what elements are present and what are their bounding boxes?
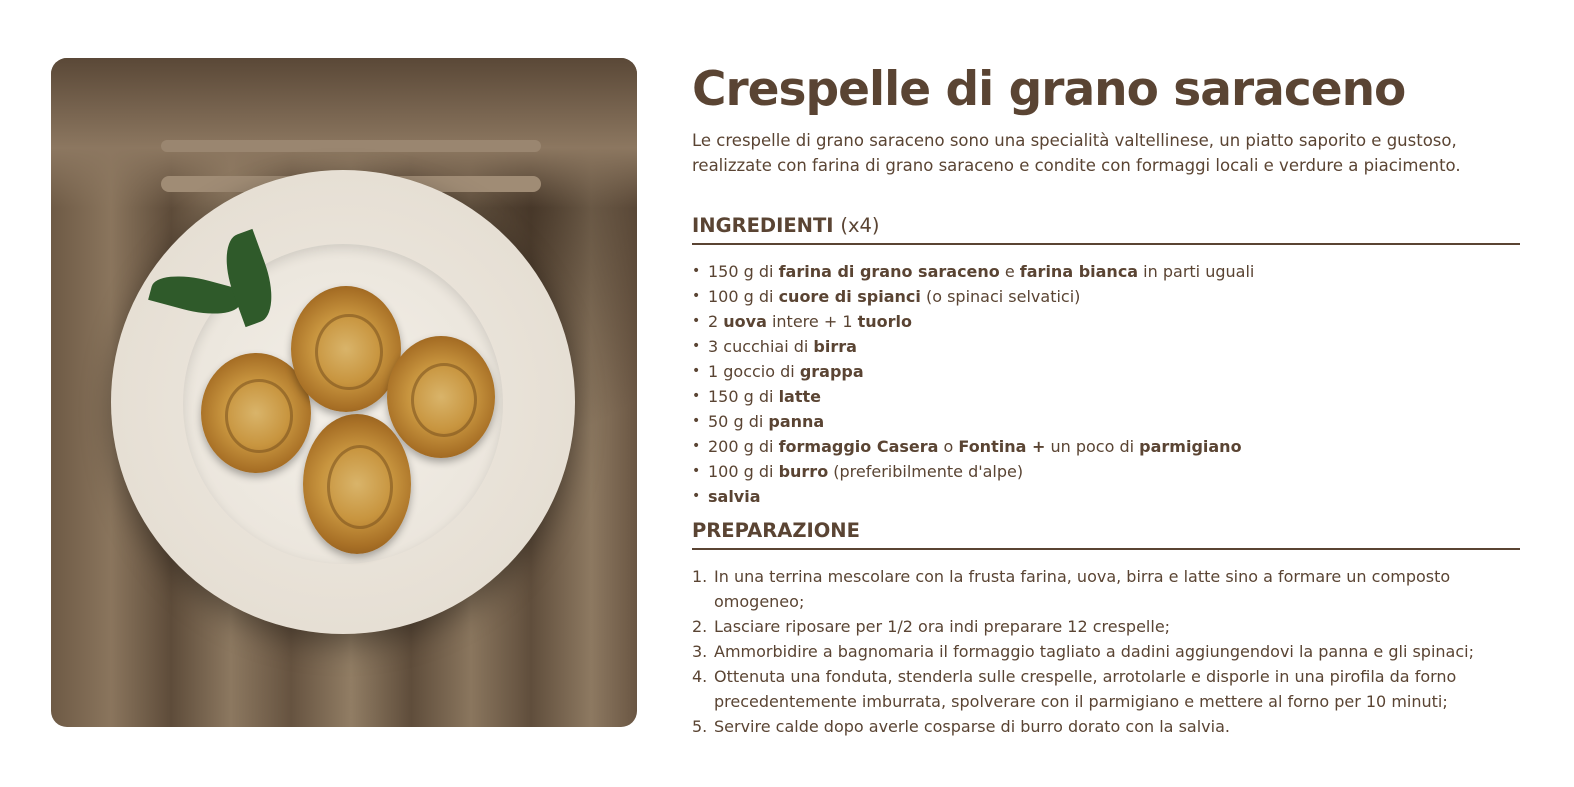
ingredient-name: Fontina + xyxy=(958,437,1046,456)
crespella-roll xyxy=(303,414,411,554)
ingredient-text: 2 xyxy=(708,312,724,331)
step-number: 5. xyxy=(692,717,708,736)
ingredient-item xyxy=(692,334,1254,359)
ingredient-item xyxy=(692,259,1254,284)
ingredient-item xyxy=(692,384,1254,409)
ingredient-text: 200 g di xyxy=(708,437,779,456)
ingredient-item xyxy=(692,309,1254,334)
bullet-icon: • xyxy=(692,338,701,354)
ingredient-text: 50 g di xyxy=(708,412,769,431)
ingredient-item xyxy=(692,359,1254,384)
crespella-roll xyxy=(387,336,495,458)
step-text: Ottenuta una fonduta, stenderla sulle crespelle, arrotolarle e disporle in una pirofila da forno precedentemente imburrata, spolverare con il parmigiano e mettere al forno per 10 minuti; xyxy=(714,667,1457,711)
step-text: Ammorbidire a bagnomaria il formaggio tagliato a dadini aggiungendovi la panna e gli spinaci; xyxy=(714,642,1474,661)
ingredient-text: 100 g di xyxy=(708,462,779,481)
ingredient-name: parmigiano xyxy=(1139,437,1242,456)
ingredient-text: 3 cucchiai di xyxy=(708,337,814,356)
step-number: 2. xyxy=(692,617,708,636)
ingredient-name: formaggio Casera xyxy=(778,437,939,456)
ingredient-name: grappa xyxy=(799,362,864,381)
ingredient-text: (o spinaci selvatici) xyxy=(920,287,1081,306)
ingredient-name: burro xyxy=(778,462,829,481)
ingredients-heading-label: INGREDIENTI xyxy=(692,214,834,237)
step-text: Lasciare riposare per 1/2 ora indi preparare 12 crespelle; xyxy=(714,617,1171,636)
preparation-step xyxy=(692,614,1524,639)
ingredient-name: farina di grano saraceno xyxy=(778,262,1000,281)
ingredient-text: 100 g di xyxy=(708,287,779,306)
preparation-step xyxy=(692,639,1524,664)
bullet-icon: • xyxy=(692,438,701,454)
ingredient-text: 150 g di xyxy=(708,262,779,281)
step-number: 4. xyxy=(692,667,708,686)
ingredient-text: intere + 1 xyxy=(766,312,858,331)
ingredient-name: farina bianca xyxy=(1019,262,1139,281)
bullet-icon: • xyxy=(692,263,701,279)
ingredient-name: uova xyxy=(723,312,767,331)
step-number: 1. xyxy=(692,567,708,586)
step-text: In una terrina mescolare con la frusta farina, uova, birra e latte sino a formare un composto omogeneo; xyxy=(714,567,1451,611)
bullet-icon: • xyxy=(692,463,701,479)
ingredient-name: cuore di spianci xyxy=(778,287,921,306)
bullet-icon: • xyxy=(692,488,701,504)
bullet-icon: • xyxy=(692,288,701,304)
crespella-roll xyxy=(291,286,401,412)
bullet-icon: • xyxy=(692,413,701,429)
dish-photo xyxy=(51,58,637,727)
ingredient-item xyxy=(692,434,1254,459)
preparation-step xyxy=(692,714,1524,739)
recipe-intro: Le crespelle di grano saraceno sono una specialità valtellinese, un piatto saporito e gustoso, realizzate con farina di grano saraceno e condite con formaggi locali e verdure a piacimento. xyxy=(692,131,1461,175)
preparation-steps xyxy=(692,564,1524,739)
bullet-icon: • xyxy=(692,313,701,329)
ingredient-name: salvia xyxy=(708,487,761,506)
ingredients-heading xyxy=(692,214,1520,245)
preparation-step xyxy=(692,564,1524,614)
preparation-heading: PREPARAZIONE xyxy=(692,519,1520,550)
ingredient-item xyxy=(692,459,1254,484)
servings-count: (x4) xyxy=(840,214,880,237)
ingredient-item xyxy=(692,284,1254,309)
ingredients-list xyxy=(692,259,1254,509)
ingredient-text: (preferibilmente d'alpe) xyxy=(828,462,1024,481)
ingredient-item xyxy=(692,484,1254,509)
ingredient-name: latte xyxy=(778,387,821,406)
page-title: Crespelle di grano saraceno xyxy=(692,62,1406,117)
ingredient-name: tuorlo xyxy=(857,312,912,331)
bullet-icon: • xyxy=(692,388,701,404)
ingredient-text: 150 g di xyxy=(708,387,779,406)
ingredient-name: panna xyxy=(768,412,825,431)
step-text: Servire calde dopo averle cosparse di burro dorato con la salvia. xyxy=(714,717,1230,736)
ingredient-text: un poco di xyxy=(1045,437,1140,456)
ingredient-text: e xyxy=(999,262,1020,281)
ingredient-item xyxy=(692,409,1254,434)
bullet-icon: • xyxy=(692,363,701,379)
ingredient-text: o xyxy=(938,437,959,456)
step-number: 3. xyxy=(692,642,708,661)
ingredient-text: 1 goccio di xyxy=(708,362,800,381)
ingredient-name: birra xyxy=(813,337,857,356)
preparation-step xyxy=(692,664,1524,714)
fork xyxy=(161,140,541,152)
ingredient-text: in parti uguali xyxy=(1138,262,1255,281)
